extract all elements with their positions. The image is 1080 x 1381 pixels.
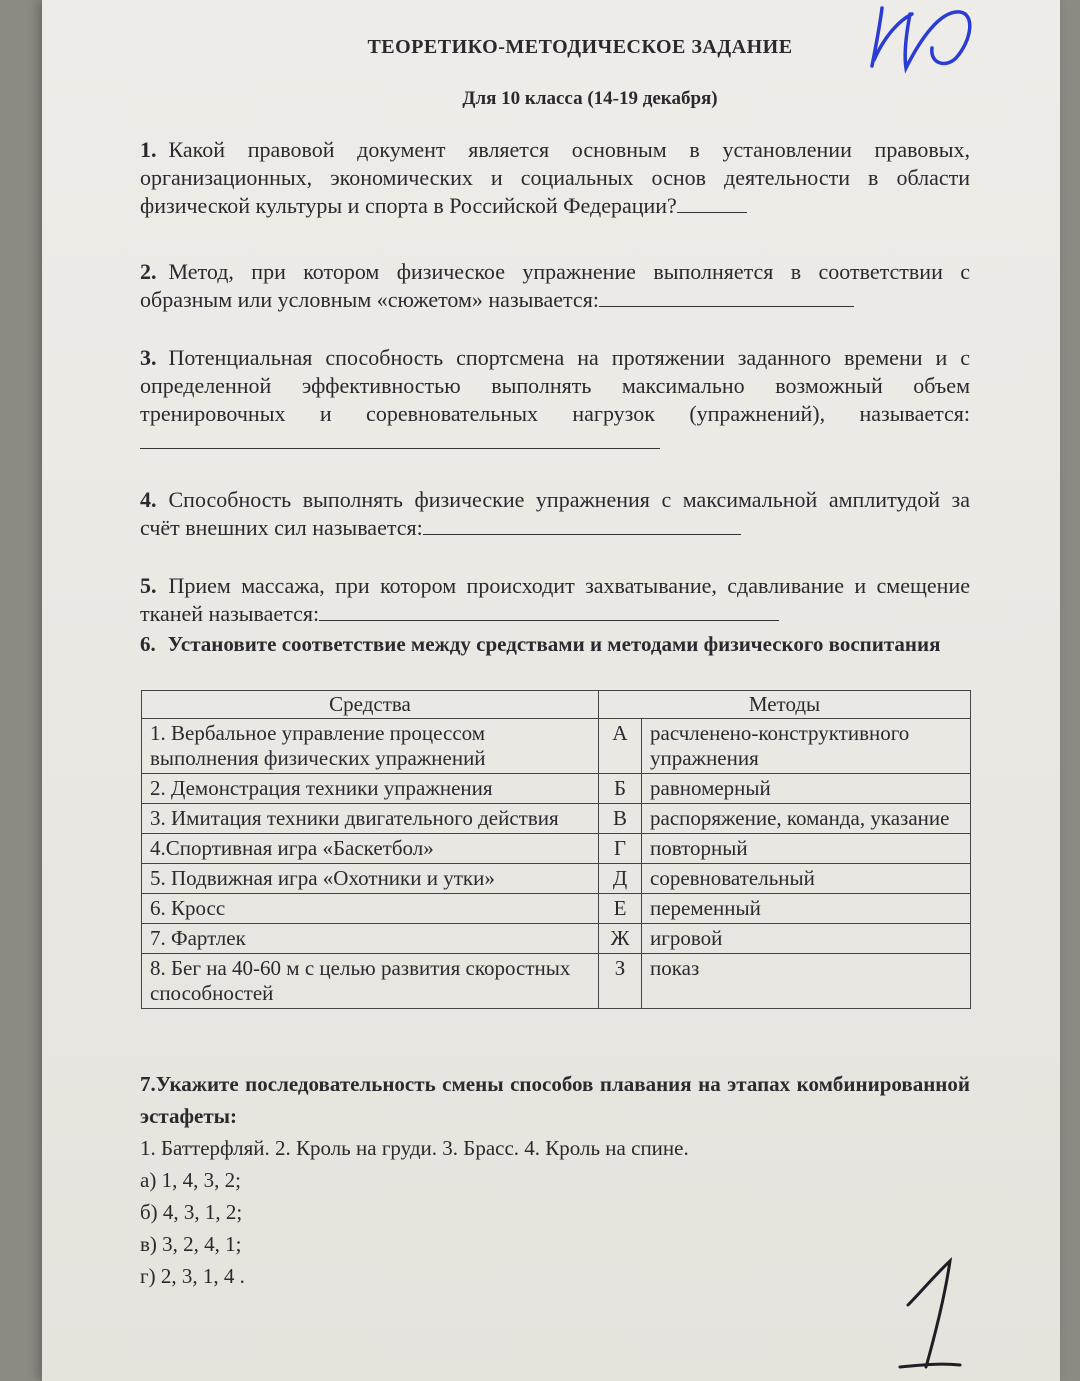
- method-cell: расчленено-конструктивного упражнения: [642, 719, 971, 774]
- method-cell: распоряжение, команда, указание: [642, 804, 971, 834]
- answer-option-c: в) 3, 2, 4, 1;: [140, 1232, 242, 1256]
- means-cell: 6. Кросс: [142, 894, 599, 924]
- table-row: [142, 954, 971, 1009]
- question-7: [140, 1068, 970, 1292]
- swim-styles-list: 1. Баттерфляй. 2. Кроль на груди. 3. Брасс. 4. Кроль на спине.: [140, 1136, 689, 1160]
- method-cell: повторный: [642, 834, 971, 864]
- question-4: 4. Способность выполнять физические упражнения с максимальной амплитудой за счёт внешних сил называется:: [140, 487, 970, 540]
- letter-cell: Б: [599, 774, 642, 804]
- method-cell: переменный: [642, 894, 971, 924]
- table-row: [142, 924, 971, 954]
- page-subtitle: Для 10 класса (14-19 декабря): [462, 88, 718, 109]
- means-cell: 5. Подвижная игра «Охотники и утки»: [142, 864, 599, 894]
- question-2: 2. Метод, при котором физическое упражнение выполняется в соответствии с образным или условным «сюжетом» называется:: [140, 259, 970, 312]
- header-methods: Методы: [599, 691, 971, 719]
- question-5: 5. Прием массажа, при котором происходит захватывание, сдавливание и смещение тканей называется:: [140, 573, 970, 626]
- question-7-heading: 7.Укажите последовательность смены способов плавания на этапах комбинированной эстафеты:: [140, 1072, 970, 1128]
- matching-table: [141, 690, 971, 1009]
- question-1: 1. Какой правовой документ является основным в установлении правовых, организационных, экономических и социальных основ деятельности в области физической культуры и спорта в Российской Федерации?: [140, 137, 970, 218]
- letter-cell: В: [599, 804, 642, 834]
- table-header-row: [142, 691, 971, 719]
- table-row: [142, 804, 971, 834]
- answer-option-a: а) 1, 4, 3, 2;: [140, 1168, 241, 1192]
- letter-cell: Д: [599, 864, 642, 894]
- letter-cell: Е: [599, 894, 642, 924]
- method-cell: равномерный: [642, 774, 971, 804]
- means-cell: 4.Спортивная игра «Баскетбол»: [142, 834, 599, 864]
- method-cell: соревновательный: [642, 864, 971, 894]
- table-row: [142, 774, 971, 804]
- table-row: [142, 864, 971, 894]
- letter-cell: А: [599, 719, 642, 774]
- header-means: Средства: [142, 691, 599, 719]
- method-cell: игровой: [642, 924, 971, 954]
- answer-option-d: г) 2, 3, 1, 4 .: [140, 1264, 245, 1288]
- means-cell: 7. Фартлек: [142, 924, 599, 954]
- means-cell: 8. Бег на 40-60 м с целью развития скоростных способностей: [142, 954, 599, 1009]
- letter-cell: З: [599, 954, 642, 1009]
- question-3: 3. Потенциальная способность спортсмена на протяжении заданного времени и с определенной эффективностью выполнять максимально возможный объем тренировочных и соревновательных нагрузок (упражнений), называется:: [140, 344, 970, 456]
- question-6: 6. Установите соответствие между средствами и методами физического воспитания: [140, 632, 941, 656]
- means-cell: 2. Демонстрация техники упражнения: [142, 774, 599, 804]
- table-row: [142, 894, 971, 924]
- means-cell: 1. Вербальное управление процессом выполнения физических упражнений: [142, 719, 599, 774]
- table-row: [142, 834, 971, 864]
- table-row: [142, 719, 971, 774]
- handwritten-letter-mark: [860, 0, 990, 80]
- means-cell: 3. Имитация техники двигательного действия: [142, 804, 599, 834]
- answer-option-b: б) 4, 3, 1, 2;: [140, 1200, 243, 1224]
- letter-cell: Ж: [599, 924, 642, 954]
- page-title: ТЕОРЕТИКО-МЕТОДИЧЕСКОЕ ЗАДАНИЕ: [367, 36, 793, 58]
- letter-cell: Г: [599, 834, 642, 864]
- method-cell: показ: [642, 954, 971, 1009]
